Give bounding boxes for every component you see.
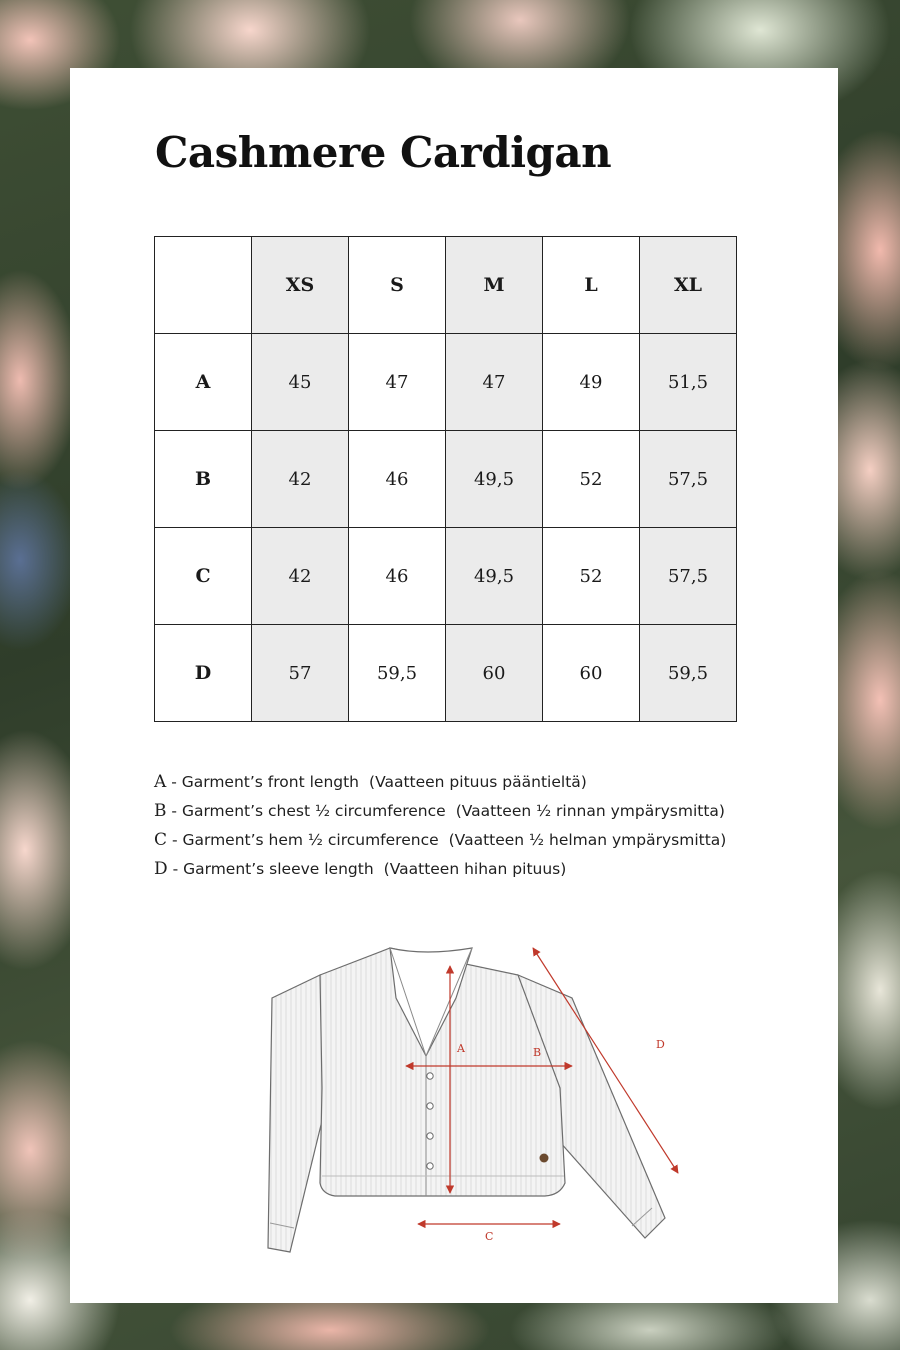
cardigan-diagram — [260, 938, 680, 1268]
label-b: B — [533, 1046, 542, 1059]
table-cell: 60 — [446, 625, 543, 722]
table-cell: 49 — [543, 334, 640, 431]
table-cell: 57,5 — [640, 528, 737, 625]
table-cell: 52 — [543, 528, 640, 625]
table-cell: 42 — [252, 431, 349, 528]
legend-finnish: (Vaatteen pituus pääntieltä) — [369, 773, 587, 791]
table-row — [155, 528, 737, 625]
legend-key: D — [154, 859, 168, 879]
legend-key: A — [154, 772, 167, 792]
size-header-m: M — [446, 237, 543, 334]
legend-english: - Garment’s hem ½ circumference — [167, 831, 439, 849]
legend-english: - Garment’s sleeve length — [167, 860, 374, 878]
size-header-row — [155, 237, 737, 334]
legend-item-a — [154, 768, 726, 797]
table-cell: 42 — [252, 528, 349, 625]
measurement-legend — [154, 768, 726, 884]
table-cell: 45 — [252, 334, 349, 431]
label-c: C — [485, 1230, 494, 1243]
table-cell: 46 — [349, 431, 446, 528]
legend-item-c — [154, 826, 726, 855]
legend-english: - Garment’s front length — [166, 773, 360, 791]
legend-finnish: (Vaatteen ½ helman ympärysmitta) — [448, 831, 727, 849]
table-cell: 47 — [446, 334, 543, 431]
size-guide-card — [70, 68, 838, 1303]
legend-finnish: (Vaatteen ½ rinnan ympärysmitta) — [455, 802, 725, 820]
legend-item-b — [154, 797, 726, 826]
table-cell: 57,5 — [640, 431, 737, 528]
label-d: D — [656, 1038, 665, 1051]
legend-item-d — [154, 855, 726, 884]
cardigan-body — [268, 948, 665, 1252]
table-cell: 47 — [349, 334, 446, 431]
legend-english: - Garment’s chest ½ circumference — [166, 802, 446, 820]
label-a: A — [457, 1042, 465, 1055]
table-row — [155, 625, 737, 722]
legend-key: B — [154, 801, 167, 821]
table-cell: 59,5 — [640, 625, 737, 722]
table-cell: 59,5 — [349, 625, 446, 722]
table-row — [155, 431, 737, 528]
legend-finnish: (Vaatteen hihan pituus) — [383, 860, 567, 878]
table-cell: 49,5 — [446, 528, 543, 625]
table-row — [155, 334, 737, 431]
row-label: A — [155, 334, 252, 431]
table-cell: 57 — [252, 625, 349, 722]
table-cell: 52 — [543, 431, 640, 528]
table-cell: 51,5 — [640, 334, 737, 431]
table-cell: 49,5 — [446, 431, 543, 528]
size-header-l: L — [543, 237, 640, 334]
legend-key: C — [154, 830, 168, 850]
size-header-xl: XL — [640, 237, 737, 334]
corner-cell — [155, 237, 252, 334]
row-label: C — [155, 528, 252, 625]
table-cell: 46 — [349, 528, 446, 625]
row-label: B — [155, 431, 252, 528]
size-header-xs: XS — [252, 237, 349, 334]
table-cell: 60 — [543, 625, 640, 722]
size-header-s: S — [349, 237, 446, 334]
page-title: Cashmere Cardigan — [155, 128, 612, 177]
size-table — [154, 236, 737, 722]
row-label: D — [155, 625, 252, 722]
